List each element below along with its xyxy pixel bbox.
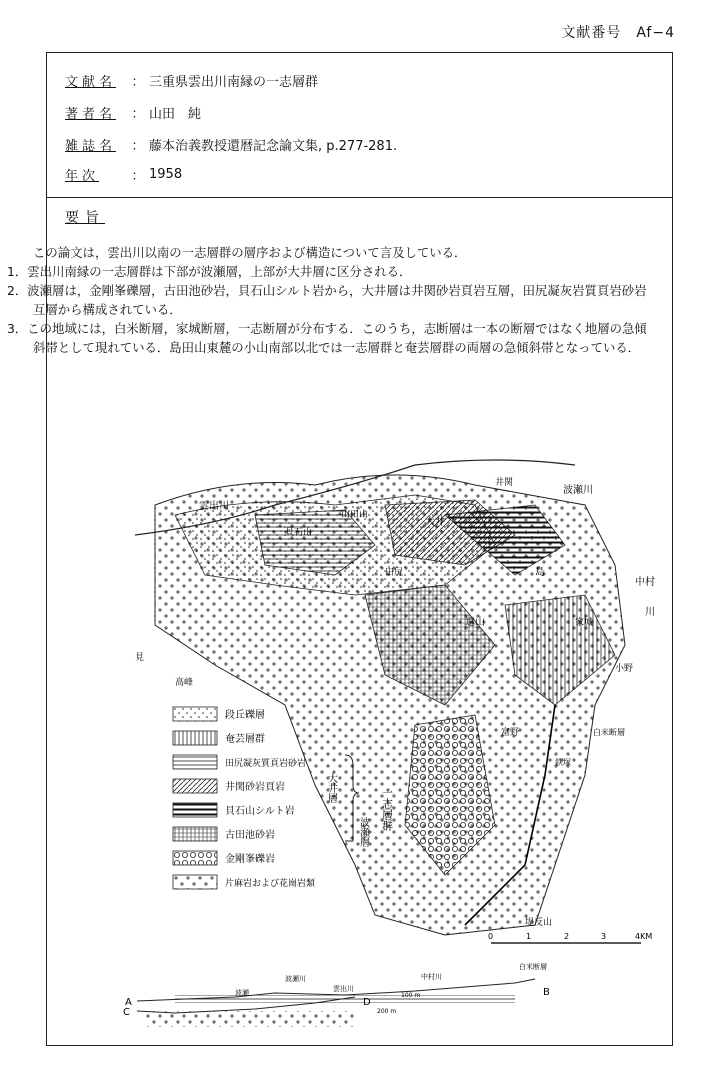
- legend-swatch: [173, 731, 217, 745]
- map-label: 白米断層: [593, 728, 625, 737]
- colon: ：: [131, 169, 145, 184]
- summary-intro: この論文は，雲出川以南の一志層群の層序および構造について言及している．: [33, 245, 467, 260]
- summary-point: 1．雲出川南縁の一志層群は下部が波瀬層，上部が大井層に区分される．: [7, 264, 412, 279]
- title-label: 文献名: [65, 75, 117, 90]
- journal-value: 藤本治義教授還暦記念論文集, p.277-281.: [149, 139, 398, 154]
- map-label: 中村: [635, 577, 655, 588]
- legend-label: 井関砂岩頁岩: [225, 782, 285, 793]
- map-label: 川: [645, 607, 655, 618]
- journal-row: [65, 135, 397, 154]
- year-label: 年次: [65, 169, 100, 184]
- map-label: 島: [535, 567, 545, 578]
- year-row: [65, 165, 182, 184]
- summary-point: 3．この地域には，白米断層，家城断層，一志断層が分布する．このうち，志断層は一本の断層ではなく地層の急傾斜帯として現れている．島田山東麓の小山南部以北では一志層群と奄芸層群の両層の急傾斜帯となっている．: [7, 321, 647, 355]
- profile-label: 白米断層: [519, 963, 547, 971]
- author-label: 著者名: [65, 107, 117, 122]
- legend-swatch: [173, 707, 217, 721]
- map-label: 井関: [495, 478, 514, 488]
- legend-swatch: [173, 875, 217, 889]
- map-label: 見: [135, 653, 145, 663]
- map-label: 堤反山: [525, 918, 553, 928]
- profile-label: A: [125, 997, 132, 1008]
- legend-label: 奄芸層群: [225, 734, 265, 745]
- map-label: 小野: [615, 664, 634, 674]
- group-label-upper: 大井層: [325, 773, 337, 803]
- map-label: 高峰: [175, 678, 194, 688]
- group-label-all: 一志層群: [380, 787, 394, 831]
- scale-tick: 1: [526, 932, 532, 941]
- summary-heading: 要旨: [65, 210, 105, 226]
- map-label: 波瀬川: [563, 485, 593, 496]
- legend-label: 片麻岩および花崗岩類: [225, 879, 316, 889]
- legend-swatch: [173, 851, 217, 865]
- legend-label: 古田池砂岩: [225, 830, 275, 841]
- scale-tick: 4KM: [635, 932, 653, 941]
- map-label: 遠山: [465, 617, 485, 628]
- legend-swatch: [173, 779, 217, 793]
- profile-label: 波瀬: [235, 989, 249, 997]
- map-label: 山田山: [341, 510, 369, 520]
- map-label: 富野: [501, 728, 520, 738]
- profile-label: C: [123, 1007, 130, 1018]
- title-row: [65, 71, 318, 90]
- profile-cd: [115, 983, 435, 1043]
- profile-label: 波瀬川: [285, 975, 306, 983]
- scale-tick: 2: [564, 932, 570, 941]
- scale-bar: [488, 932, 652, 943]
- author-row: [65, 103, 201, 122]
- group-label-lower: 波瀬層: [357, 817, 369, 847]
- document-number: 文献番号 Af−4: [561, 25, 675, 41]
- profile-label: 雲出川: [333, 985, 354, 993]
- legend-swatch: [173, 803, 217, 817]
- profile-label: 中村川: [421, 973, 442, 981]
- author-value: 山田 純: [149, 107, 202, 122]
- summary-point: 2．波瀬層は，金剛峯礫層，古田池砂岩，貝石山シルト岩から，大井層は井関砂岩頁岩互層，田尻凝灰岩質頁岩砂岩互層から構成されている．: [7, 283, 647, 317]
- summary-text: [7, 243, 647, 357]
- title-value: 三重県雲出川南縁の一志層群: [149, 75, 319, 90]
- legend-label: 段丘礫層: [225, 710, 265, 721]
- map-label: 田尻: [385, 568, 404, 578]
- profile-label: B: [543, 987, 550, 998]
- map-label: 鉄塚: [555, 758, 571, 767]
- map-label: 家城: [575, 618, 594, 628]
- legend-swatch: [173, 755, 217, 769]
- map-label: 大井: [425, 517, 445, 528]
- legend-swatch: [173, 827, 217, 841]
- profile-label: 100 m: [401, 992, 421, 999]
- scale-tick: 0: [488, 932, 494, 941]
- profile-label: D: [363, 997, 371, 1008]
- geologic-map: [115, 445, 655, 1040]
- legend-label: 貝石山シルト岩: [225, 806, 295, 817]
- legend-label: 田尻凝灰質頁岩砂岩: [225, 759, 307, 769]
- document-frame: [7, 52, 673, 1046]
- map-label: 雲出川: [199, 501, 229, 512]
- map-label: 貝石山: [285, 528, 313, 538]
- colon: ：: [131, 107, 145, 122]
- year-value: 1958: [149, 167, 183, 182]
- bibliographic-header: [47, 53, 672, 198]
- scale-tick: 3: [601, 932, 607, 941]
- profile-label: 200 m: [377, 1008, 397, 1015]
- legend-label: 金剛峯礫岩: [225, 854, 275, 865]
- colon: ：: [131, 75, 145, 90]
- colon: ：: [131, 139, 145, 154]
- journal-label: 雑誌名: [65, 139, 117, 154]
